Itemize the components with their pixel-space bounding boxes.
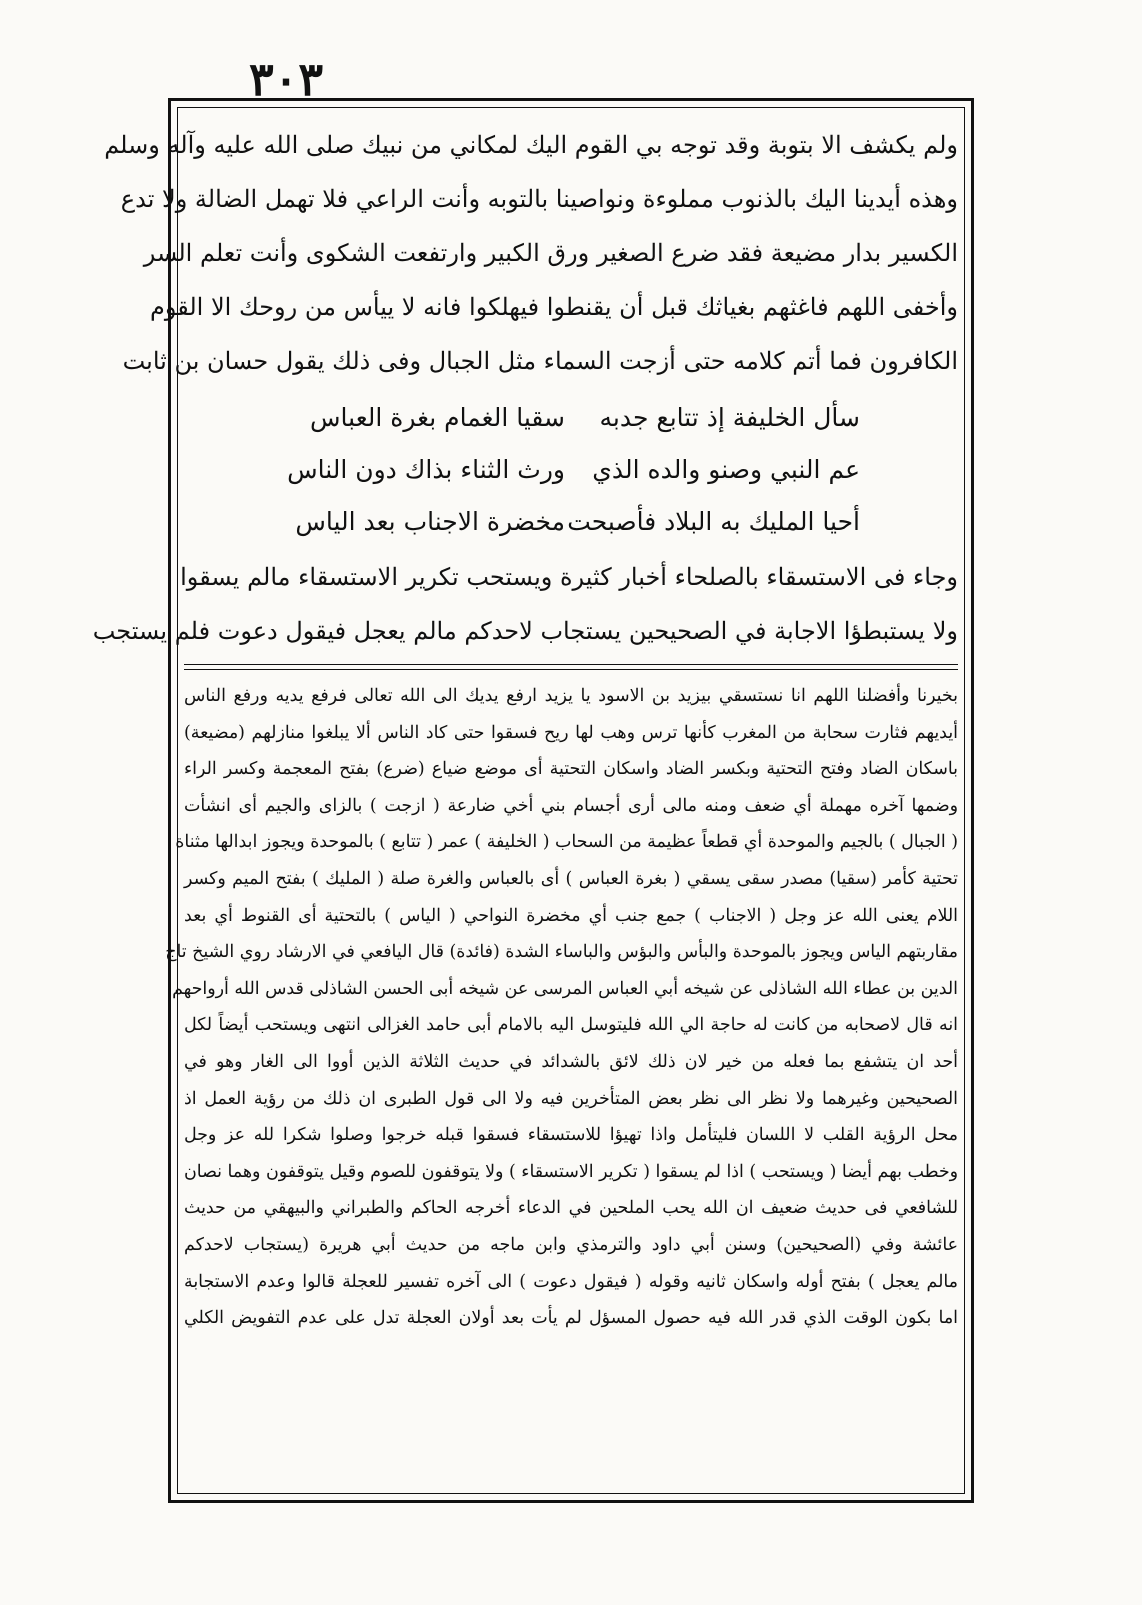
poem-hemistich-second: سقيا الغمام بغرة العباس	[310, 403, 565, 432]
poem-verse	[287, 444, 860, 496]
commentary-line: ( الجبال ) بالجيم والموحدة أي قطعاً عظيمة من السحاب ( الخليفة ) عمر ( تتابع ) بالموحدة ويجوز ابدالها مثناة	[175, 832, 958, 853]
poem-hemistich-first: أحيا المليك به البلاد فأصبحت	[567, 507, 860, 536]
section-divider	[184, 669, 958, 670]
poem-verse	[300, 392, 860, 444]
main-text	[104, 118, 958, 388]
commentary-line: مقاربتهم الياس ويجوز بالموحدة والبأس والبؤس والباساء الشدة (فائدة) قال اليافعي في الارشاد روي الشيخ تاج	[165, 942, 958, 963]
commentary-line: أيديهم فثارت سحابة من المغرب كأنها ترس وهب لها ريح فسقوا حتى كاد الناس ألا يبلغوا منازلهم (مضيعة)	[184, 722, 958, 743]
main-line: وجاء فى الاستسقاء بالصلحاء أخبار كثيرة ويستحب تكرير الاستسقاء مالم يسقوا	[180, 563, 958, 591]
commentary-line: وضمها آخره مهملة أي ضعف ومنه مالى أرى أجسام بني أخي ضارعة ( ازجت ) بالزاى والجيم أى انشأت	[184, 795, 958, 816]
commentary-line: مالم يعجل ) بفتح أوله واسكان ثانيه وقوله ( فيقول دعوت ) الى آخره تفسير للعجلة قالوا وعدم الاستجابة	[184, 1271, 958, 1292]
main-line: ولم يكشف الا بتوبة وقد توجه بي القوم اليك لمكاني من نبيك صلى الله عليه وآله وسلم	[104, 131, 958, 159]
commentary-line: أحد ان يتشفع بما فعله من خير لان ذلك لائق بالشدائد في حديث الثلاثة الذين أووا الى الغار وهو في	[184, 1051, 958, 1072]
poem-hemistich-first: عم النبي وصنو والده الذي	[592, 455, 860, 484]
commentary-line: للشافعي فى حديث ضعيف ان الله يحب الملحين في الدعاء أخرجه الحاكم والطبراني والبيهقي من حديث	[184, 1198, 958, 1219]
commentary-line: الدين بن عطاء الله الشاذلى عن شيخه أبي العباس المرسى عن شيخه أبى الحسن الشاذلى قدس الله أرواحهم	[172, 978, 958, 999]
section-divider	[184, 664, 958, 665]
main-line: ولا يستبطؤا الاجابة في الصحيحين يستجاب لاحدكم مالم يعجل فيقول دعوت فلم يستجب	[92, 617, 958, 645]
poem-hemistich-first: سأل الخليفة إذ تتابع جدبه	[599, 403, 860, 432]
commentary-line: وخطب بهم أيضا ( ويستحب ) اذا لم يسقوا ( تكرير الاستسقاء ) ولا يتوقفون للصوم وقيل يتوقفون وهما نصان	[184, 1161, 958, 1182]
commentary-line: باسكان الضاد وفتح التحتية وبكسر الضاد واسكان التحتية أى موضع ضياع (ضرع) بفتح المعجمة وكسر الراء	[184, 759, 958, 780]
main-line: الكافرون فما أتم كلامه حتى أزجت السماء مثل الجبال وفى ذلك يقول حسان بن ثابت	[122, 347, 958, 375]
commentary-line: اما بكون الوقت الذي قدر الله فيه حصول المسؤل لم يأت بعد أولان العجلة تدل على عدم التفويض الكلي	[184, 1308, 958, 1329]
main-line: وهذه أيدينا اليك بالذنوب مملوءة ونواصينا بالتوبه وأنت الراعي فلا تهمل الضالة ولا تدع	[120, 185, 958, 213]
commentary-line: تحتية كأمر (سقيا) مصدر سقى يسقي ( بغرة العباس ) أى بالعباس والغرة صلة ( المليك ) بفتح الميم وكسر	[184, 868, 958, 889]
main-text-continued	[92, 550, 958, 658]
commentary-line: انه قال لاصحابه من كانت له حاجة الي الله فليتوسل اليه بالامام أبى حامد الغزالى انتهى ويستحب أيضاً لكل	[184, 1015, 958, 1036]
commentary-line: عائشة وفي (الصحيحين) وسنن أبي داود والترمذي وابن ماجه من حديث أبي هريرة (يستجاب لاحدكم	[184, 1234, 958, 1255]
commentary	[165, 678, 958, 1337]
poem-hemistich-second: مخضرة الاجناب بعد الياس	[295, 507, 565, 536]
commentary-line: بخيرنا وأفضلنا اللهم انا نستسقي بيزيد بن الاسود يا يزيد ارفع يديك الى الله تعالى فرفع يديه ورفع الناس	[184, 686, 958, 706]
poem	[287, 392, 860, 548]
poem-verse	[295, 496, 860, 548]
main-line: الكسير بدار مضيعة فقد ضرع الصغير ورق الكبير وارتفعت الشكوى وأنت تعلم السر	[143, 239, 958, 267]
commentary-line: اللام يعنى الله عز وجل ( الاجناب ) جمع جنب أي مخضرة النواحي ( الياس ) بالتحتية أى القنوط أي بعد	[184, 905, 958, 926]
page-number: ٣٠٣	[248, 52, 324, 106]
commentary-line: الصحيحين وغيرهما ولا نظر الى نظر بعض المتأخرين فيه ولا الى قول الطبرى ان ذلك من رؤية العمل اذ	[184, 1088, 958, 1109]
commentary-line: محل الرؤية القلب لا اللسان فليتأمل واذا تهيؤا للاستسقاء فسقوا قبله خرجوا وصلوا شكرا لله عز وجل	[184, 1125, 958, 1146]
poem-hemistich-second: ورث الثناء بذاك دون الناس	[287, 455, 565, 484]
main-line: وأخفى اللهم فاغثهم بغياثك قبل أن يقنطوا فيهلكوا فانه لا ييأس من روحك الا القوم	[149, 293, 958, 321]
